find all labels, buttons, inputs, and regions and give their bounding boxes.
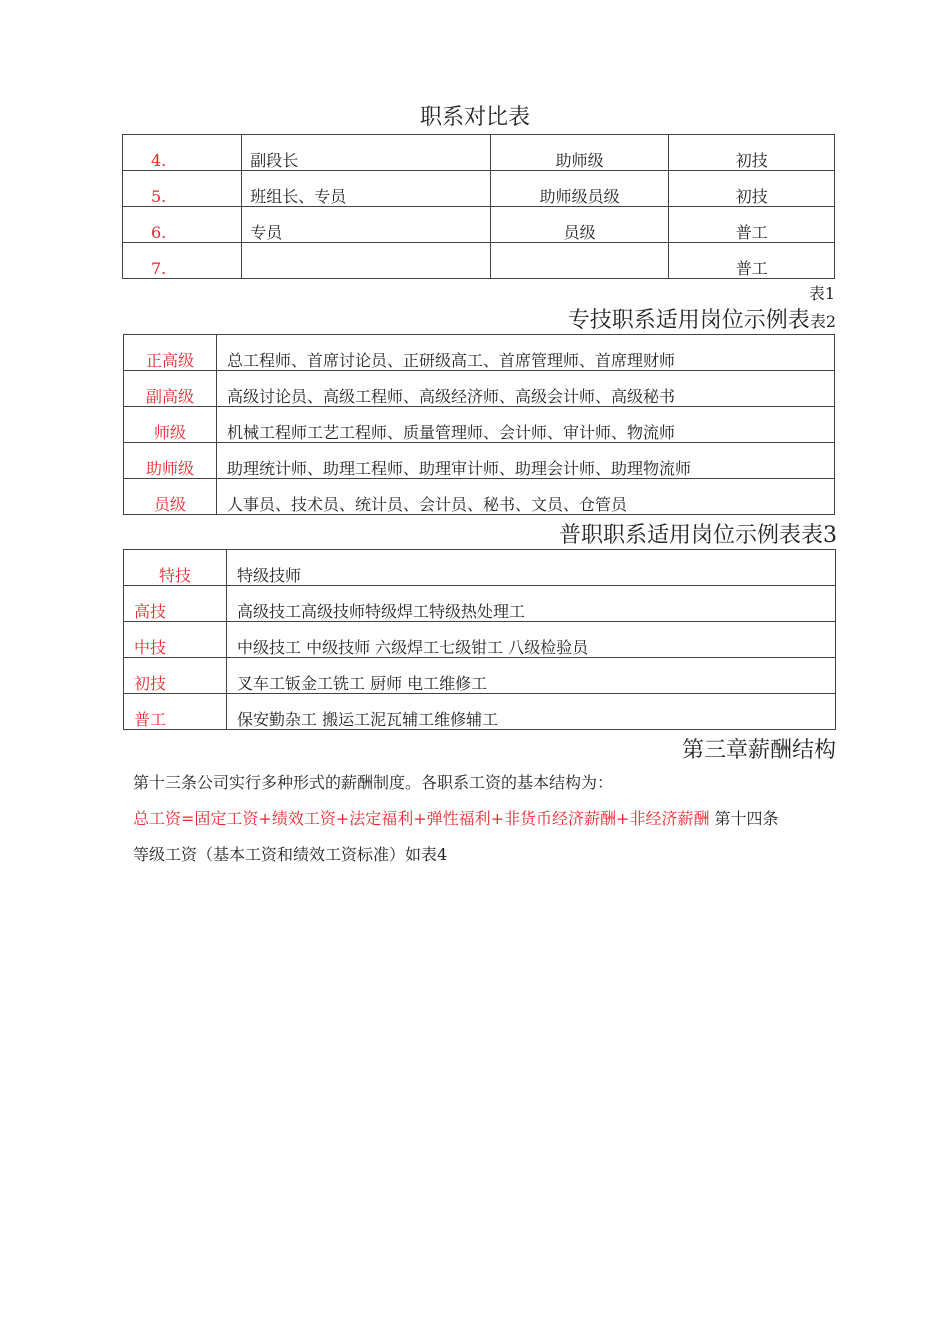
position-cell	[242, 243, 490, 279]
salary-formula: 总工资=固定工资+绩效工资+法定福利+弹性福利+非货币经济薪酬+非经济薪酬	[133, 809, 710, 828]
table-row	[123, 243, 835, 279]
examples-cell: 机械工程师工艺工程师、质量管理师、会计师、审计师、物流师	[217, 407, 835, 443]
level-cell: 初技	[124, 658, 227, 694]
examples-cell: 助理统计师、助理工程师、助理审计师、助理会计师、助理物流师	[217, 443, 835, 479]
examples-cell: 保安勤杂工 搬运工泥瓦辅工维修辅工	[227, 694, 836, 730]
table-row	[123, 171, 835, 207]
general-worker-positions-table	[123, 549, 836, 730]
table-row	[123, 207, 835, 243]
row-number: 6.	[123, 207, 242, 243]
level-cell: 员级	[124, 479, 217, 515]
position-cell: 副段长	[242, 135, 490, 171]
table2-heading-line	[568, 303, 836, 334]
skill-level-cell: 普工	[669, 207, 835, 243]
table-row	[124, 335, 835, 371]
level-cell: 特技	[124, 550, 227, 586]
table2-heading: 专技职系适用岗位示例表	[567, 308, 810, 333]
examples-cell: 高级技工高级技师特级焊工特级热处理工	[227, 586, 836, 622]
table1-caption: 表1	[808, 284, 835, 303]
professional-level-cell: 员级	[490, 207, 669, 243]
page-title: 职系对比表	[419, 105, 530, 130]
examples-cell: 总工程师、首席讨论员、正研级高工、首席管理师、首席理财师	[217, 335, 835, 371]
table-row	[124, 622, 836, 658]
position-cell: 专员	[242, 207, 490, 243]
job-series-comparison-table	[122, 134, 835, 279]
examples-cell: 中级技工 中级技师 六级焊工七级钳工 八级检验员	[227, 622, 836, 658]
skill-level-cell: 初技	[669, 171, 835, 207]
table-row	[124, 586, 836, 622]
table3-heading: 普职职系适用岗位示例表表3	[559, 523, 837, 548]
paragraph-article-13: 第十三条公司实行多种形式的薪酬制度。各职系工资的基本结构为：	[133, 773, 614, 792]
position-cell: 班组长、专员	[242, 171, 490, 207]
examples-cell: 叉车工钣金工铣工 厨师 电工维修工	[227, 658, 836, 694]
professional-level-cell: 助师级	[490, 135, 669, 171]
level-cell: 正高级	[124, 335, 217, 371]
row-number: 7.	[123, 243, 242, 279]
row-number: 4.	[123, 135, 242, 171]
row-number: 5.	[123, 171, 242, 207]
level-cell: 普工	[124, 694, 227, 730]
table-row	[124, 443, 835, 479]
article-14-label: 第十四条	[709, 809, 779, 828]
level-cell: 助师级	[124, 443, 217, 479]
skill-level-cell: 初技	[669, 135, 835, 171]
level-cell: 副高级	[124, 371, 217, 407]
level-cell: 师级	[124, 407, 217, 443]
table2-caption: 表2	[809, 312, 836, 331]
table-row	[124, 658, 836, 694]
level-cell: 高技	[124, 586, 227, 622]
professional-level-cell	[490, 243, 669, 279]
table-row	[124, 407, 835, 443]
table-row	[124, 371, 835, 407]
skill-level-cell: 普工	[669, 243, 835, 279]
paragraph-article-14: 等级工资（基本工资和绩效工资标准）如表4	[133, 845, 448, 864]
professional-positions-table	[123, 334, 835, 515]
chapter-heading: 第三章薪酬结构	[681, 738, 836, 763]
table-row	[123, 135, 835, 171]
level-cell: 中技	[124, 622, 227, 658]
table-row	[124, 694, 836, 730]
salary-formula-line	[133, 806, 779, 829]
examples-cell: 特级技师	[227, 550, 836, 586]
professional-level-cell: 助师级员级	[490, 171, 669, 207]
table-row	[124, 479, 835, 515]
examples-cell: 人事员、技术员、统计员、会计员、秘书、文员、仓管员	[217, 479, 835, 515]
table-row	[124, 550, 836, 586]
examples-cell: 高级讨论员、高级工程师、高级经济师、高级会计师、高级秘书	[217, 371, 835, 407]
